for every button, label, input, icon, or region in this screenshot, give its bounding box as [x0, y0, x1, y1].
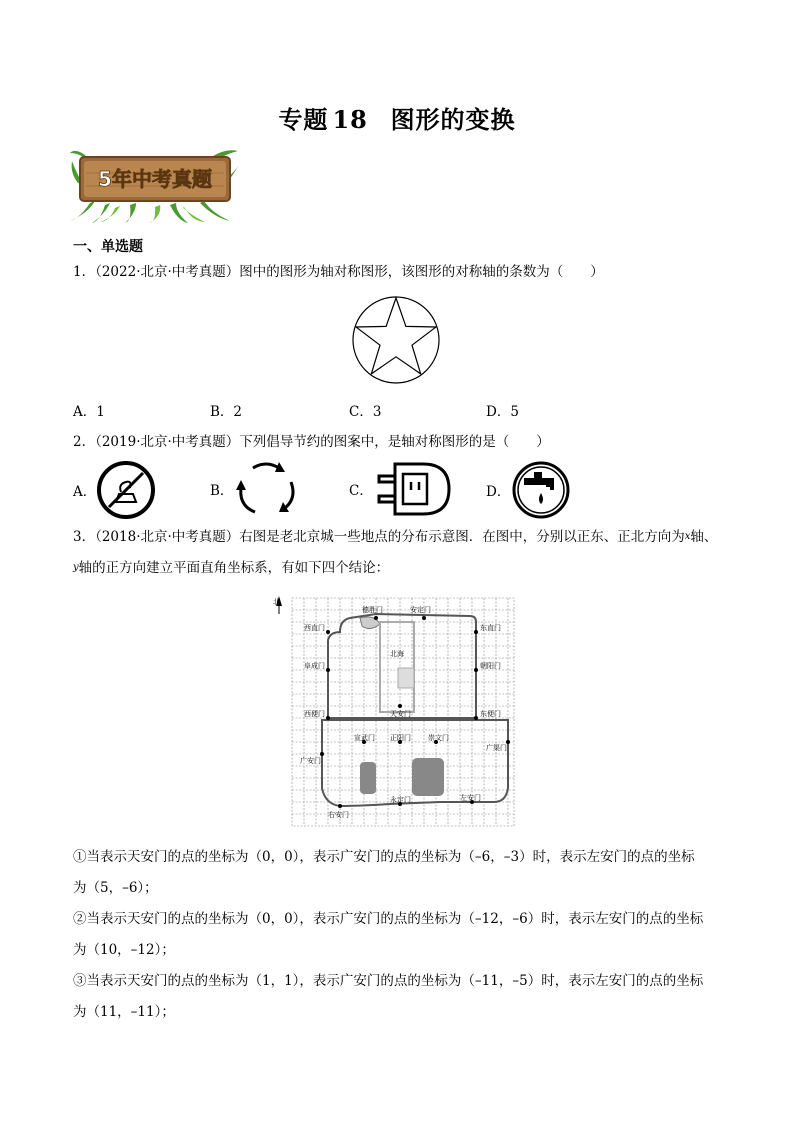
map-label-guangqumen: 广渠门 — [486, 744, 507, 752]
question-1-stem: 1．（2022·北京·中考真题）图中的图形为轴对称图形，该图形的对称轴的条数为（ ） — [73, 264, 604, 280]
map-label-dongbianmen: 东便门 — [480, 710, 501, 718]
q3-x-var: x — [684, 531, 691, 542]
statement-2-line2: 为（10，–12）； — [73, 942, 175, 958]
q1-option-a[interactable]: A．1 — [73, 404, 105, 420]
map-label-guanganmen: 广安门 — [300, 757, 321, 765]
question-2-stem: 2．（2019·北京·中考真题）下列倡导节约的图案中，是轴对称图形的是（ ） — [73, 434, 550, 450]
exam-badge — [70, 143, 240, 223]
power-plug-icon — [373, 460, 453, 518]
water-tap-icon — [510, 460, 572, 520]
q3-y-var: y — [73, 562, 79, 573]
title-prefix: 专题 — [278, 105, 329, 134]
palm-leaves-icon — [70, 143, 240, 223]
map-label-chaoyangmen: 朝阳门 — [480, 662, 501, 670]
page-title — [0, 100, 794, 135]
q2-option-a[interactable] — [73, 460, 156, 520]
q3-statements — [73, 842, 733, 1028]
map-label-chongwenmen: 崇文门 — [428, 734, 449, 742]
beijing-map-figure — [270, 592, 518, 829]
map-north-label: 北 — [273, 598, 280, 606]
star-in-circle-figure — [351, 295, 441, 385]
recycle-arrows-icon — [233, 460, 299, 518]
map-label-xuanwumen: 宣武门 — [354, 734, 375, 742]
q2-option-c-label: C． — [349, 483, 373, 499]
q3-stem-line1: 3．（2018·北京·中考真题）右图是老北京城一些地点的分布示意图．在图中，分别以正东、正北方向为 — [73, 529, 685, 545]
map-label-deshengmen: 德胜门 — [362, 606, 383, 614]
question-3-stem-line2 — [73, 558, 389, 578]
statement-1-line1: ①当表示天安门的点的坐标为（0，0），表示广安门的点的坐标为（–6，–3）时，表示左安门的点的坐标 — [73, 849, 695, 865]
q1-option-c[interactable]: C．3 — [349, 404, 382, 420]
title-number: 18 — [332, 105, 368, 134]
map-label-youanmen: 右安门 — [328, 811, 349, 819]
map-label-yongdingmen: 永定门 — [390, 796, 411, 804]
statement-2-line1: ②当表示天安门的点的坐标为（0，0），表示广安门的点的坐标为（–12，–6）时，表示左安门的点的坐标 — [73, 911, 704, 927]
q2-option-a-label: A． — [73, 484, 97, 500]
q2-option-b[interactable] — [210, 460, 299, 518]
map-label-xibianmen: 西便门 — [304, 710, 325, 718]
statement-3-line1: ③当表示天安门的点的坐标为（1，1），表示广安门的点的坐标为（–11，–5）时，表示左安门的点的坐标 — [73, 973, 704, 989]
badge-text: 5年中考真题 — [98, 167, 212, 191]
map-label-fuchengmen: 阜成门 — [304, 662, 325, 670]
q3-stem-line1-end: 轴、 — [690, 529, 718, 545]
map-label-beihai: 北海 — [390, 650, 404, 658]
no-waste-icon — [96, 460, 156, 520]
q2-option-d[interactable] — [486, 460, 572, 520]
map-label-dongzhimen: 东直门 — [480, 624, 501, 632]
q2-option-c[interactable] — [349, 460, 453, 518]
map-label-zhengyangmen: 正阳门 — [390, 734, 411, 742]
statement-3-line2: 为（11，–11）； — [73, 1004, 175, 1020]
map-label-andingmen: 安定门 — [410, 606, 431, 614]
q3-stem-line2-text: 轴的正方向建立平面直角坐标系，有如下四个结论： — [78, 560, 390, 576]
q1-option-b[interactable]: B．2 — [210, 404, 243, 420]
question-3-stem — [73, 527, 753, 547]
section-heading: 一、单选题 — [73, 239, 143, 255]
q2-option-d-label: D． — [486, 484, 511, 500]
q2-option-b-label: B． — [210, 483, 234, 499]
statement-1-line2: 为（5，–6）； — [73, 880, 158, 896]
map-label-xizhimen: 西直门 — [304, 624, 325, 632]
map-label-zuoanmen: 左安门 — [460, 794, 481, 802]
title-topic: 图形的变换 — [390, 105, 516, 134]
q1-option-d[interactable]: D．5 — [486, 404, 519, 420]
map-label-tiananmen: 天安门 — [390, 710, 411, 718]
